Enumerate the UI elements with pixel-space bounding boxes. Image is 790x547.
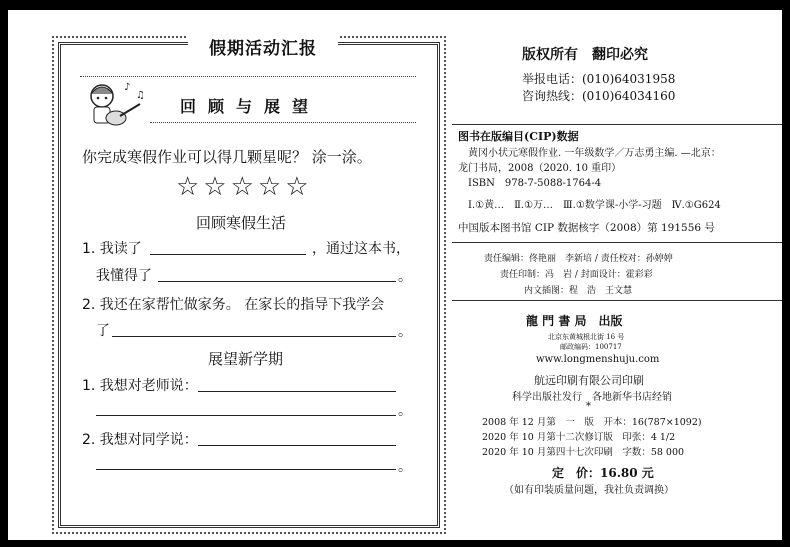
item2-period: 。 <box>398 324 412 340</box>
activity-report-title: 假期活动汇报 <box>188 34 338 59</box>
classmate-message-label: 2. 我想对同学说： <box>82 432 198 448</box>
copyright-notice: 版权所有 翻印必究 <box>522 47 648 63</box>
publisher: 龍 門 書 局 出版 <box>526 314 623 328</box>
isbn: ISBN 978-7-5088-1764-4 <box>468 178 602 189</box>
teacher-message-label: 1. 我想对老师说： <box>82 378 198 394</box>
cip-title: 图书在版编目(CIP)数据 <box>458 130 579 143</box>
item1-period: 。 <box>398 269 412 285</box>
dotted-rule <box>150 122 416 123</box>
hotline: 咨询热线：(010)64034160 <box>522 89 676 103</box>
teacher-message-blank-2[interactable] <box>96 415 396 416</box>
edition-line-1: 2008 年 12 月第 一 版 开本：16(787×1092) <box>482 417 702 428</box>
boy-with-guitar-illustration <box>80 76 150 136</box>
cip-line-2: 龙门书局，2008（2020. 10 重印） <box>458 163 622 174</box>
item2-text: 2. 我还在家帮忙做家务。 在家长的指导下我学会 <box>82 297 385 313</box>
teacher-message-blank-1[interactable] <box>198 391 396 392</box>
publisher-address: 北京东黄城根北街 16 号 <box>548 333 625 341</box>
editors-line-3: 内文插图：程 浩 王文慧 <box>524 286 633 296</box>
divider <box>452 124 782 125</box>
future-section-heading: 展望新学期 <box>208 350 284 368</box>
distributor: 科学出版社发行 各地新华书店经销 <box>512 392 672 403</box>
understood-blank[interactable] <box>158 281 396 282</box>
item1-understood-label: 我懂得了 <box>96 268 152 284</box>
item1-middle: ，通过这本书， <box>312 241 410 257</box>
review-outlook-banner: 回顾与展望 <box>180 97 321 116</box>
classification: Ⅰ.①黄… Ⅱ.①万… Ⅲ.①数学课-小学-习题 Ⅳ.①G624 <box>468 200 721 211</box>
divider <box>452 242 782 243</box>
quality-note: （如有印装质量问题，我社负责调换） <box>504 485 674 496</box>
postcode: 邮政编码：100717 <box>560 343 622 351</box>
divider <box>452 300 782 301</box>
report-phone: 举报电话：(010)64031958 <box>522 72 676 86</box>
learned-skill-blank[interactable] <box>112 336 396 337</box>
edition-line-3: 2020 年 10 月第四十七次印刷 字数：58 000 <box>482 447 685 458</box>
review-section-heading: 回顾寒假生活 <box>196 214 287 232</box>
edition-line-2: 2020 年 10 月第十二次修订版 印张：4 1/2 <box>482 432 676 443</box>
star-question: 你完成寒假作业可以得几颗星呢？ 涂一涂。 <box>82 148 372 166</box>
book-title-blank[interactable] <box>150 254 306 255</box>
cip-record: 中国版本图书馆 CIP 数据核字（2008）第 191556 号 <box>458 222 715 234</box>
star-rating-outline[interactable]: ☆☆☆☆☆ <box>176 172 313 202</box>
period: 。 <box>398 403 412 419</box>
item2-suffix: 了 <box>96 323 110 339</box>
svg-text:♫: ♫ <box>136 90 145 101</box>
price: 定 价：16.80 元 <box>552 466 654 480</box>
website: www.longmenshuju.com <box>536 354 660 365</box>
editors-line-2: 责任印制：冯 岩 / 封面设计：霍彩彩 <box>500 270 653 280</box>
editors-line-1: 责任编辑：佟艳丽 李新培 / 责任校对：孙婷婷 <box>484 254 673 264</box>
asterisk: * <box>586 401 591 412</box>
svg-text:♪: ♪ <box>124 82 131 93</box>
cip-line-1: 黄冈小状元寒假作业. 一年级数学／万志勇主编. —北京： <box>468 148 721 159</box>
item1-prefix: 1. 我读了 <box>82 241 142 257</box>
classmate-message-blank-2[interactable] <box>96 469 396 470</box>
printer: 航远印刷有限公司印刷 <box>534 374 644 387</box>
period: 。 <box>398 459 412 475</box>
classmate-message-blank-1[interactable] <box>198 445 396 446</box>
